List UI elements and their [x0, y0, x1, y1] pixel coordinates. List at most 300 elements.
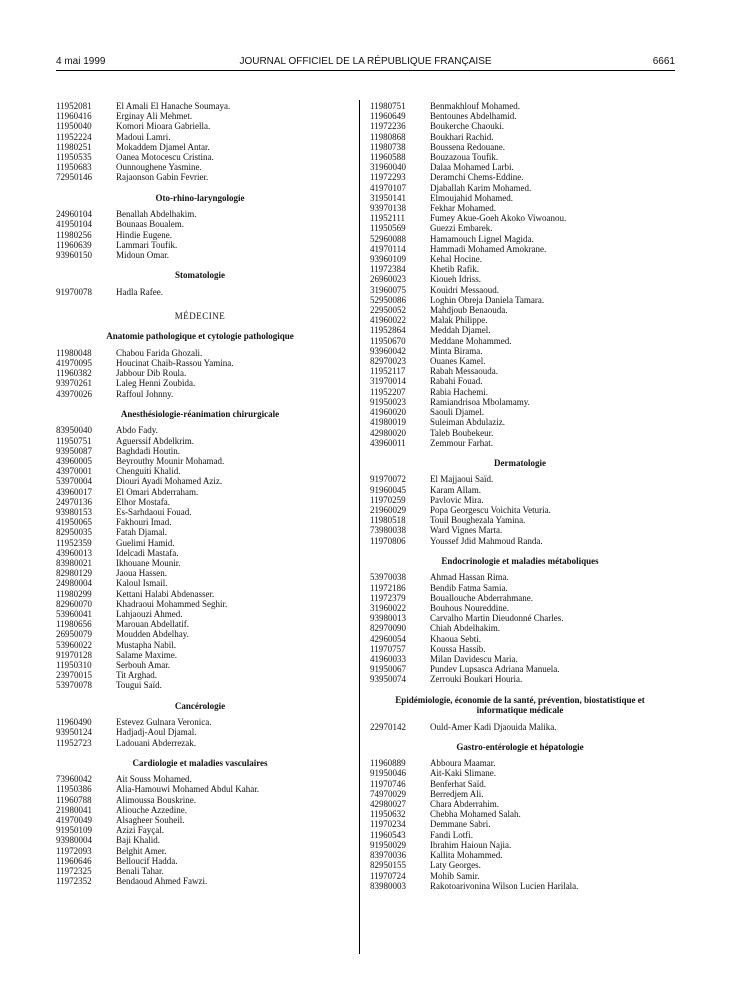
- candidate-name: Khetib Rafik.: [430, 264, 479, 275]
- list-item: [370, 525, 670, 535]
- candidate-number: 11970757: [370, 643, 406, 654]
- column-divider: [359, 100, 360, 954]
- candidate-number: 11952864: [370, 325, 406, 336]
- list-item: [56, 209, 344, 219]
- list-item: [56, 487, 344, 497]
- candidate-name: Bouhous Noureddine.: [430, 602, 509, 613]
- candidate-number: 24960104: [56, 209, 92, 220]
- candidate-name: Madoui Lamri.: [116, 131, 171, 142]
- list-item: [370, 474, 670, 484]
- candidate-name: Ait-Kaki Slimane.: [430, 768, 496, 779]
- list-item: [56, 795, 344, 805]
- candidate-number: 41970114: [370, 243, 406, 254]
- list-item: [370, 387, 670, 397]
- candidate-name: Ahmad Hassan Rima.: [430, 572, 509, 583]
- list-item: [370, 809, 670, 819]
- candidate-number: 11950751: [56, 435, 92, 446]
- candidate-number: 11980751: [370, 101, 406, 111]
- candidate-name: Chenguiti Khalid.: [116, 466, 181, 477]
- candidate-number: 93980153: [56, 506, 92, 517]
- candidate-number: 11950683: [56, 162, 92, 173]
- candidate-number: 11970724: [370, 870, 406, 881]
- publication-date: 4 mai 1999: [56, 56, 106, 67]
- specialty-section: [56, 331, 344, 399]
- candidate-number: 22970142: [370, 721, 406, 732]
- candidate-number: 53960022: [56, 639, 92, 650]
- specialty-section: [370, 556, 670, 685]
- specialty-heading: Cardiologie et maladies vasculaires: [132, 757, 268, 768]
- right-column: [370, 101, 670, 891]
- candidate-number: 26950079: [56, 629, 92, 640]
- candidate-number: 11970234: [370, 819, 406, 830]
- candidate-number: 82980129: [56, 568, 92, 579]
- list-item: [56, 619, 344, 629]
- candidate-name: Fakhouri Imad.: [116, 517, 172, 528]
- list-item: [370, 336, 670, 346]
- list-item: [370, 274, 670, 284]
- candidate-name: Popa Georgescu Voichita Veturia.: [430, 505, 551, 516]
- list-item: [370, 325, 670, 335]
- candidate-name: Aliouche Azzedine.: [116, 804, 187, 815]
- candidate-number: 41960033: [370, 653, 406, 664]
- candidate-name: Rakotoarivonina Wilson Lucien Harilala.: [430, 880, 579, 891]
- candidate-name: Meddah Djamel.: [430, 325, 491, 336]
- list-item: [56, 240, 344, 250]
- candidate-number: 91970078: [56, 286, 92, 297]
- specialty-heading: Oto-rhino-laryngologie: [155, 192, 245, 203]
- candidate-number: 11952723: [56, 737, 92, 748]
- candidate-number: 11960490: [56, 717, 92, 728]
- candidate-number: 26960023: [370, 274, 406, 285]
- candidate-number: 93950124: [56, 727, 92, 738]
- candidate-number: 11960588: [370, 152, 406, 163]
- candidate-number: 11950670: [370, 335, 406, 346]
- list-item: [56, 425, 344, 435]
- candidate-name: Rabia Hachemi.: [430, 386, 488, 397]
- candidate-number: 11972236: [370, 121, 406, 132]
- candidate-name: Chiah Abdelhakim.: [430, 623, 500, 634]
- candidate-name: Saouli Djamel.: [430, 407, 484, 418]
- candidate-number: 93960042: [370, 345, 406, 356]
- candidate-number: 11952207: [370, 386, 406, 397]
- candidate-name: Jabbour Dib Roula.: [116, 368, 187, 379]
- candidate-name: Fekhar Mohamed.: [430, 203, 496, 214]
- list-item: [56, 230, 344, 240]
- list-item: [370, 830, 670, 840]
- candidate-number: 11980256: [56, 229, 92, 240]
- list-item: [370, 172, 670, 182]
- candidate-name: Hammadi Mohamed Amokrane.: [430, 243, 547, 254]
- list-item: [56, 578, 344, 588]
- list-item: [370, 722, 670, 732]
- list-item: [370, 203, 670, 213]
- list-item: [56, 250, 344, 260]
- candidate-number: 91970072: [370, 474, 406, 485]
- list-item: [370, 244, 670, 254]
- candidate-name: Bendaoud Ahmed Fawzi.: [116, 876, 208, 887]
- candidate-name: Bentounes Abdelhamid.: [430, 111, 517, 122]
- candidate-name: Karam Allam.: [430, 484, 481, 495]
- list-item: [56, 172, 344, 182]
- list-item: [56, 727, 344, 737]
- candidate-number: 11960788: [56, 794, 92, 805]
- candidate-number: 11950632: [370, 809, 406, 820]
- list-item: [56, 219, 344, 229]
- candidate-name: Belghit Amer.: [116, 845, 167, 856]
- candidate-number: 41970107: [370, 182, 406, 193]
- list-item: [370, 315, 670, 325]
- candidate-number: 93980004: [56, 835, 92, 846]
- list-item: [56, 856, 344, 866]
- candidate-name: Ould-Amer Kadi Djaouida Malika.: [430, 721, 557, 732]
- candidate-number: 41960020: [370, 407, 406, 418]
- candidate-name: Abboura Maamar.: [430, 758, 496, 769]
- list-item: [56, 497, 344, 507]
- candidate-name: Mustapha Nabil.: [116, 639, 176, 650]
- list-item: [56, 446, 344, 456]
- list-item: [56, 568, 344, 578]
- candidate-name: Chabou Farida Ghozali.: [116, 347, 203, 358]
- candidate-number: 93950087: [56, 445, 92, 456]
- list-item: [56, 876, 344, 886]
- candidate-name: Demmane Sabri.: [430, 819, 491, 830]
- candidate-name: Estevez Gulnara Veronica.: [116, 717, 212, 728]
- candidate-name: Mahdjoub Benaouda.: [430, 305, 508, 316]
- candidate-name: Milan Davidescu Maria.: [430, 653, 518, 664]
- candidate-number: 11980048: [56, 347, 92, 358]
- list-item: [370, 428, 670, 438]
- candidate-name: Boukhari Rachid.: [430, 131, 494, 142]
- list-item: [56, 589, 344, 599]
- list-item: [56, 774, 344, 784]
- specialty-section: [56, 101, 344, 183]
- list-item: [56, 866, 344, 876]
- candidate-name: Moudden Abdelhay.: [116, 629, 189, 640]
- list-item: [56, 825, 344, 835]
- candidate-number: 11972384: [370, 264, 406, 275]
- specialty-section: [370, 742, 670, 891]
- list-item: [56, 456, 344, 466]
- candidate-number: 11960382: [56, 368, 92, 379]
- list-item: [370, 871, 670, 881]
- list-item: [56, 846, 344, 856]
- candidate-name: Fatah Djamal.: [116, 527, 167, 538]
- candidate-number: 11960646: [56, 855, 92, 866]
- candidate-number: 31960040: [370, 162, 406, 173]
- candidate-name: Bendib Fatma Samia.: [430, 582, 508, 593]
- candidate-number: 11950310: [56, 660, 92, 671]
- list-item: [56, 378, 344, 388]
- candidate-number: 11970746: [370, 778, 406, 789]
- candidate-number: 53970038: [370, 572, 406, 583]
- candidate-number: 11952117: [370, 366, 406, 377]
- candidate-number: 43960005: [56, 455, 92, 466]
- list-item: [56, 101, 344, 111]
- list-item: [370, 644, 670, 654]
- candidate-name: El Amali El Hanache Soumaya.: [116, 101, 231, 111]
- list-item: [370, 417, 670, 427]
- specialty-section: [370, 101, 670, 448]
- list-item: [56, 815, 344, 825]
- candidate-name: Pundev Lupsasca Adriana Manuela.: [430, 664, 560, 675]
- candidate-number: 91950109: [56, 825, 92, 836]
- candidate-number: 11970259: [370, 494, 406, 505]
- list-item: [370, 305, 670, 315]
- candidate-name: Benferhat Saïd.: [430, 778, 486, 789]
- candidate-name: Djaballah Karim Mohamed.: [430, 182, 532, 193]
- candidate-name: Guezzi Embarek.: [430, 223, 493, 234]
- candidate-number: 93960109: [370, 254, 406, 265]
- list-item: [370, 438, 670, 448]
- candidate-number: 43960017: [56, 486, 92, 497]
- list-item: [370, 603, 670, 613]
- list-item: [370, 664, 670, 674]
- candidate-name: Zerrouki Boukari Houria.: [430, 674, 523, 685]
- candidate-name: Bouzazoua Toufik.: [430, 152, 499, 163]
- candidate-number: 11972186: [370, 582, 406, 593]
- candidate-number: 43960013: [56, 547, 92, 558]
- candidate-number: 11952111: [370, 213, 405, 224]
- candidate-name: Benmakhlouf Mohamed.: [430, 101, 520, 111]
- candidate-name: Fandi Lotfi.: [430, 829, 473, 840]
- candidate-name: Dalaa Mohamed Larbi.: [430, 162, 514, 173]
- list-item: [370, 819, 670, 829]
- journal-title: JOURNAL OFFICIEL DE LA RÉPUBLIQUE FRANÇAISE: [239, 56, 492, 67]
- list-item: [370, 850, 670, 860]
- list-item: [370, 623, 670, 633]
- candidate-number: 11972325: [56, 866, 92, 877]
- specialty-heading: Endocrinologie et maladies métaboliques: [441, 555, 599, 566]
- candidate-number: 41950065: [56, 517, 92, 528]
- candidate-name: Carvalho Martin Dieudonné Charles.: [430, 613, 564, 624]
- candidate-number: 11972093: [56, 845, 92, 856]
- list-item: [370, 674, 670, 684]
- candidate-name: Rabahi Fouad.: [430, 376, 483, 387]
- candidate-name: Diouri Ayadi Mohamed Aziz.: [116, 476, 223, 487]
- candidate-name: Mokaddem Djamel Antar.: [116, 141, 210, 152]
- candidate-number: 83970036: [370, 850, 406, 861]
- candidate-number: 82950035: [56, 527, 92, 538]
- candidate-number: 41970049: [56, 815, 92, 826]
- candidate-name: Hamamouch Lignel Magida.: [430, 233, 534, 244]
- candidate-number: 53970078: [56, 680, 92, 691]
- specialty-section: [56, 409, 344, 691]
- candidate-number: 42980027: [370, 799, 406, 810]
- list-item: [56, 142, 344, 152]
- candidate-name: Oanea Motocescu Cristina.: [116, 152, 214, 163]
- candidate-number: 82970090: [370, 623, 406, 634]
- candidate-name: Pavlovic Mira.: [430, 494, 484, 505]
- candidate-name: El Majjaoui Saïd.: [430, 474, 494, 485]
- candidate-number: 23970015: [56, 670, 92, 681]
- list-item: [370, 789, 670, 799]
- candidate-name: Ait Souss Mohamed.: [116, 774, 192, 785]
- candidate-name: Ladouani Abderrezak.: [116, 737, 196, 748]
- candidate-number: 11972293: [370, 172, 406, 183]
- candidate-name: Erginay Ali Mehmet.: [116, 111, 193, 122]
- list-item: [370, 142, 670, 152]
- specialty-section: [56, 270, 344, 297]
- candidate-number: 11972379: [370, 592, 406, 603]
- candidate-number: 91950067: [370, 664, 406, 675]
- candidate-number: 11970806: [370, 535, 406, 546]
- candidate-name: Ouanes Kamel.: [430, 356, 486, 367]
- list-item: [56, 287, 344, 297]
- specialty-section: [56, 758, 344, 887]
- candidate-name: Lammari Toufik.: [116, 239, 178, 250]
- list-item: [56, 805, 344, 815]
- specialty-section: [56, 311, 344, 322]
- candidate-number: 82970023: [370, 356, 406, 367]
- candidate-name: Beyrouthy Mounir Mohamad.: [116, 455, 225, 466]
- candidate-name: Berredjem Ali.: [430, 788, 484, 799]
- candidate-name: Mohib Samir.: [430, 870, 480, 881]
- candidate-number: 93970261: [56, 378, 92, 389]
- candidate-number: 31960022: [370, 602, 406, 613]
- candidate-name: Kallita Mohammed.: [430, 850, 503, 861]
- candidate-number: 11960543: [370, 829, 406, 840]
- page-header: [56, 56, 675, 70]
- list-item: [370, 111, 670, 121]
- candidate-name: Abdo Fady.: [116, 425, 158, 436]
- list-item: [370, 295, 670, 305]
- left-column: [56, 101, 344, 886]
- list-item: [56, 132, 344, 142]
- candidate-name: Kehal Hocine.: [430, 254, 482, 265]
- specialty-heading: Dermatologie: [494, 457, 546, 468]
- candidate-name: Baghdadi Houtin.: [116, 445, 180, 456]
- candidate-number: 43970001: [56, 466, 92, 477]
- candidate-name: Salame Maxime.: [116, 649, 177, 660]
- list-item: [370, 881, 670, 891]
- list-item: [56, 517, 344, 527]
- candidate-number: 52950086: [370, 294, 406, 305]
- list-item: [370, 495, 670, 505]
- list-item: [370, 132, 670, 142]
- list-item: [370, 768, 670, 778]
- candidate-number: 11950386: [56, 784, 92, 795]
- list-item: [370, 505, 670, 515]
- list-item: [370, 485, 670, 495]
- candidate-name: Alsagheer Souheil.: [116, 815, 185, 826]
- candidate-number: 83980003: [370, 880, 406, 891]
- specialty-section: [370, 695, 670, 732]
- candidate-number: 11980656: [56, 619, 92, 630]
- candidate-name: Alia-Hamouwi Mohamed Abdul Kahar.: [116, 784, 259, 795]
- candidate-name: Minta Birama.: [430, 345, 483, 356]
- candidate-name: Kouidri Messaoud.: [430, 284, 499, 295]
- candidate-number: 83950040: [56, 425, 92, 436]
- candidate-number: 11960416: [56, 111, 92, 122]
- list-item: [370, 101, 670, 111]
- candidate-number: 11980868: [370, 131, 406, 142]
- candidate-name: Elmoujahid Mohamed.: [430, 192, 513, 203]
- candidate-number: 21980041: [56, 804, 92, 815]
- list-item: [370, 572, 670, 582]
- list-item: [56, 121, 344, 131]
- candidate-number: 21960029: [370, 505, 406, 516]
- candidate-name: Hadjadj-Aoul Djamal.: [116, 727, 197, 738]
- candidate-number: 31950141: [370, 192, 406, 203]
- candidate-name: Fumey Akue-Goeh Akoko Viwoanou.: [430, 213, 567, 224]
- candidate-name: Rabah Messaouda.: [430, 366, 498, 377]
- list-item: [56, 680, 344, 690]
- candidate-name: Raffoul Johnny.: [116, 388, 174, 399]
- candidate-name: Boussena Redouane.: [430, 141, 505, 152]
- list-item: [56, 650, 344, 660]
- candidate-name: Es-Sarhdaoui Fouad.: [116, 506, 192, 517]
- candidate-name: Ounnoughene Yasmine.: [116, 162, 202, 173]
- candidate-number: 11980251: [56, 141, 92, 152]
- candidate-number: 74970029: [370, 788, 406, 799]
- list-item: [56, 548, 344, 558]
- specialty-heading: Stomatologie: [175, 270, 225, 281]
- list-item: [370, 285, 670, 295]
- candidate-name: Serbouh Amar.: [116, 660, 170, 671]
- list-item: [56, 835, 344, 845]
- candidate-number: 41970095: [56, 358, 92, 369]
- list-item: [370, 860, 670, 870]
- candidate-name: Marouan Abdellatif.: [116, 619, 189, 630]
- candidate-number: 11980738: [370, 141, 406, 152]
- candidate-name: Chebha Mohamed Salah.: [430, 809, 521, 820]
- list-item: [370, 536, 670, 546]
- list-item: [370, 346, 670, 356]
- candidate-name: Idelcadi Mastafa.: [116, 547, 179, 558]
- list-item: [370, 799, 670, 809]
- list-item: [370, 193, 670, 203]
- candidate-number: 22950052: [370, 305, 406, 316]
- candidate-name: Bouallouche Abderrahmane.: [430, 592, 533, 603]
- list-item: [56, 389, 344, 399]
- candidate-name: Aguerssif Abdelkrim.: [116, 435, 194, 446]
- candidate-name: Loghin Obreja Daniela Tamara.: [430, 294, 545, 305]
- list-item: [56, 436, 344, 446]
- candidate-number: 42960054: [370, 633, 406, 644]
- candidate-number: 93980013: [370, 613, 406, 624]
- candidate-name: Koussa Hassib.: [430, 643, 486, 654]
- list-item: [370, 183, 670, 193]
- candidate-name: Kioueh Idriss.: [430, 274, 481, 285]
- list-item: [56, 507, 344, 517]
- candidate-number: 24980004: [56, 578, 92, 589]
- candidate-number: 41950104: [56, 219, 92, 230]
- candidate-name: Belloucif Hadda.: [116, 855, 178, 866]
- candidate-name: Touil Boughezala Yamina.: [430, 515, 526, 526]
- list-item: [370, 583, 670, 593]
- candidate-number: 11960649: [370, 111, 406, 122]
- list-item: [56, 348, 344, 358]
- candidate-number: 31970014: [370, 376, 406, 387]
- candidate-name: Taleb Boubekeur.: [430, 427, 494, 438]
- candidate-number: 43970026: [56, 388, 92, 399]
- list-item: [370, 397, 670, 407]
- list-item: [56, 670, 344, 680]
- candidate-name: Youssef Jdid Mahmoud Randa.: [430, 535, 543, 546]
- list-item: [370, 779, 670, 789]
- candidate-number: 91950023: [370, 396, 406, 407]
- candidate-number: 41980019: [370, 417, 406, 428]
- specialty-section: [370, 458, 670, 546]
- candidate-number: 41960022: [370, 315, 406, 326]
- list-item: [370, 234, 670, 244]
- list-item: [370, 376, 670, 386]
- candidate-name: Ibrahim Haioun Najia.: [430, 839, 512, 850]
- candidate-name: Bounaas Boualem.: [116, 219, 184, 230]
- list-item: [56, 527, 344, 537]
- candidate-number: 91970128: [56, 649, 92, 660]
- list-item: [56, 717, 344, 727]
